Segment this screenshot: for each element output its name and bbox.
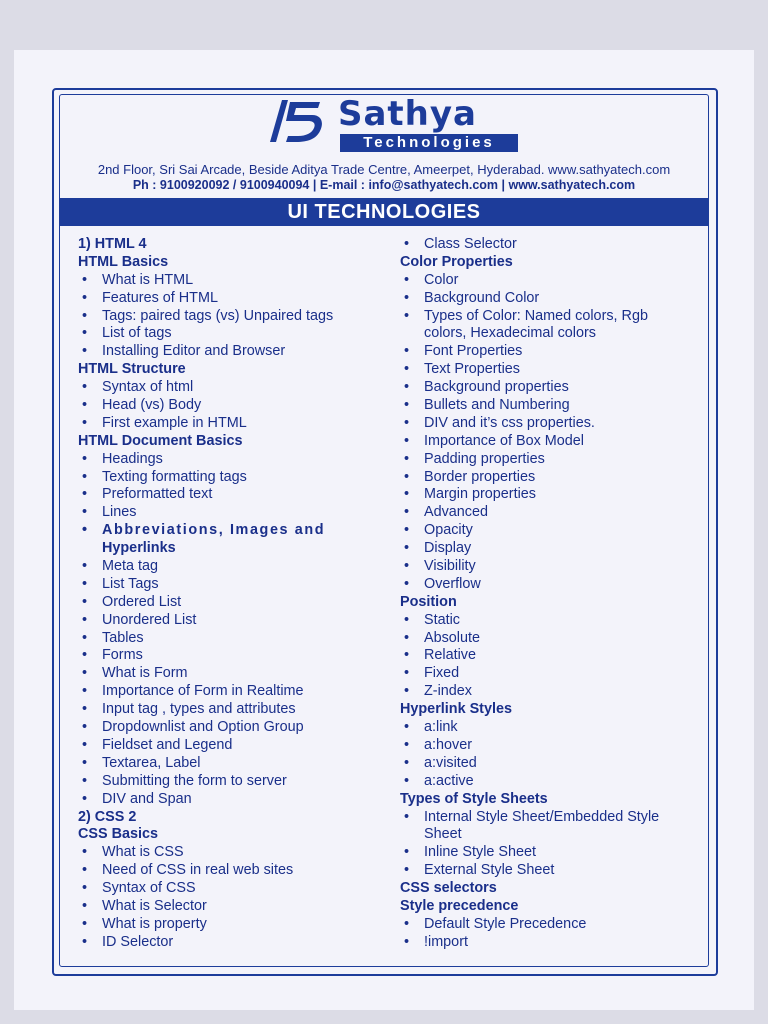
section-heading	[78, 433, 368, 451]
list-item	[78, 522, 368, 540]
section-heading-text: HTML Structure	[78, 361, 186, 378]
list-item	[400, 755, 690, 773]
bullet-icon: •	[404, 450, 410, 467]
bullet-icon: •	[404, 504, 410, 521]
list-item	[78, 469, 368, 487]
bullet-icon: •	[404, 236, 410, 252]
list-item-text: Advanced	[424, 504, 489, 521]
list-item	[78, 898, 368, 916]
list-item-text: Opacity	[424, 522, 473, 539]
list-item-text: What is HTML	[102, 271, 194, 288]
list-item-text: Internal Style Sheet/Embedded Style	[424, 808, 660, 825]
list-item	[400, 540, 690, 558]
section-heading	[78, 826, 368, 844]
list-item-text: Color	[424, 271, 459, 288]
section-heading	[78, 254, 368, 272]
list-item-text: Headings	[102, 450, 163, 467]
bullet-icon: •	[82, 683, 88, 700]
list-item-text: Syntax of html	[102, 379, 194, 396]
section-heading	[400, 898, 690, 916]
list-item-continuation	[400, 325, 690, 343]
title-banner	[60, 198, 708, 226]
list-item-text: ID Selector	[102, 933, 174, 950]
bullet-icon: •	[404, 933, 410, 950]
list-item	[78, 755, 368, 773]
list-item	[78, 343, 368, 361]
list-item	[78, 486, 368, 504]
bullet-icon: •	[82, 593, 88, 610]
bullet-icon: •	[82, 629, 88, 646]
list-item	[78, 844, 368, 862]
bullet-icon: •	[82, 933, 88, 950]
list-item-text: List Tags	[102, 575, 159, 592]
bullet-icon: •	[82, 558, 88, 575]
list-item	[78, 379, 368, 397]
list-item	[400, 647, 690, 665]
list-item	[78, 791, 368, 809]
list-item-text: Hyperlinks	[102, 540, 176, 557]
list-item	[78, 773, 368, 791]
section-heading	[400, 880, 690, 898]
list-item-text: Abbreviations, Images and	[102, 522, 326, 539]
list-item	[400, 397, 690, 415]
section-heading	[78, 809, 368, 827]
bullet-icon: •	[82, 397, 88, 414]
bullet-icon: •	[404, 629, 410, 646]
bullet-icon: •	[82, 862, 88, 879]
list-item	[400, 308, 690, 326]
list-item	[400, 844, 690, 862]
list-item-text: Inline Style Sheet	[424, 844, 536, 861]
list-item-text: a:active	[424, 772, 474, 789]
list-item	[78, 630, 368, 648]
bullet-icon: •	[82, 736, 88, 753]
bullet-icon: •	[404, 468, 410, 485]
list-item-text: Tags: paired tags (vs) Unpaired tags	[102, 307, 334, 324]
list-item-text: Background properties	[424, 379, 569, 396]
bullet-icon: •	[82, 772, 88, 789]
list-item-text: Border properties	[424, 468, 536, 485]
bullet-icon: •	[82, 665, 88, 682]
list-item-text: Input tag , types and attributes	[102, 701, 296, 718]
list-item-continuation	[78, 540, 368, 558]
bullet-icon: •	[404, 414, 410, 431]
list-item	[78, 576, 368, 594]
list-item-text: a:link	[424, 719, 458, 736]
bullet-icon: •	[404, 397, 410, 414]
section-heading	[400, 791, 690, 809]
section-heading	[78, 361, 368, 379]
section-heading	[400, 594, 690, 612]
list-item-text: Head (vs) Body	[102, 397, 202, 414]
list-item	[78, 862, 368, 880]
list-item-text: First example in HTML	[102, 414, 247, 431]
list-item-text: Static	[424, 611, 460, 628]
list-item-text: Meta tag	[102, 558, 158, 575]
list-item-text: What is CSS	[102, 844, 184, 861]
list-item	[400, 934, 690, 952]
bullet-icon: •	[404, 683, 410, 700]
bullet-icon: •	[404, 289, 410, 306]
list-item-text: What is Selector	[102, 897, 207, 914]
bullet-icon: •	[82, 414, 88, 431]
bullet-icon: •	[82, 379, 88, 396]
list-item-text: DIV and Span	[102, 790, 192, 807]
list-item	[400, 236, 690, 254]
section-heading-text: Color Properties	[400, 253, 513, 270]
list-item-text: !import	[424, 933, 468, 950]
bullet-icon: •	[404, 647, 410, 664]
list-item-text: Need of CSS in real web sites	[102, 862, 294, 879]
list-item	[78, 701, 368, 719]
bullet-icon: •	[404, 343, 410, 360]
list-item-text: What is property	[102, 915, 207, 932]
section-heading-text: 2) CSS 2	[78, 808, 137, 825]
bullet-icon: •	[404, 772, 410, 789]
list-item-text: Default Style Precedence	[424, 915, 587, 932]
list-item	[400, 451, 690, 469]
bullet-icon: •	[82, 504, 88, 521]
left-column	[78, 236, 368, 952]
bullet-icon: •	[404, 540, 410, 557]
list-item-text: Importance of Box Model	[424, 432, 584, 449]
list-item	[78, 719, 368, 737]
brand-name: Sathya	[338, 94, 477, 134]
list-item	[78, 737, 368, 755]
bullet-icon: •	[82, 611, 88, 628]
list-item	[78, 880, 368, 898]
right-column	[400, 236, 690, 952]
bullet-icon: •	[404, 754, 410, 771]
list-item-text: Padding properties	[424, 450, 545, 467]
list-item-text: Preformatted text	[102, 486, 213, 503]
list-item-text: a:hover	[424, 736, 472, 753]
list-item-text: a:visited	[424, 754, 477, 771]
section-heading-text: Hyperlink Styles	[400, 701, 512, 718]
list-item-text: Types of Color: Named colors, Rgb	[424, 307, 648, 324]
bullet-icon: •	[404, 307, 410, 324]
list-item-text: List of tags	[102, 325, 172, 342]
list-item	[400, 916, 690, 934]
list-item	[400, 683, 690, 701]
list-item	[78, 934, 368, 952]
list-item	[78, 665, 368, 683]
list-item	[400, 469, 690, 487]
bullet-icon: •	[404, 808, 410, 825]
list-item-text: Textarea, Label	[102, 754, 201, 771]
list-item	[400, 862, 690, 880]
bullet-icon: •	[82, 790, 88, 807]
bullet-icon: •	[82, 468, 88, 485]
list-item	[400, 630, 690, 648]
bullet-icon: •	[82, 271, 88, 288]
list-item-text: Syntax of CSS	[102, 880, 196, 897]
list-item-text: Lines	[102, 504, 137, 521]
bullet-icon: •	[82, 701, 88, 718]
bullet-icon: •	[404, 575, 410, 592]
list-item	[78, 397, 368, 415]
list-item	[78, 325, 368, 343]
list-item-text: Features of HTML	[102, 289, 218, 306]
list-item	[400, 737, 690, 755]
bullet-icon: •	[82, 719, 88, 736]
list-item-text: colors, Hexadecimal colors	[424, 325, 596, 342]
bullet-icon: •	[82, 897, 88, 914]
list-item-text: Background Color	[424, 289, 540, 306]
list-item-text: Absolute	[424, 629, 481, 646]
section-heading-text: Position	[400, 593, 457, 610]
section-heading-text: HTML Basics	[78, 253, 169, 270]
section-heading-text: CSS selectors	[400, 880, 497, 897]
bullet-icon: •	[404, 736, 410, 753]
list-item	[400, 361, 690, 379]
list-item-text: Relative	[424, 647, 476, 664]
address-line: 2nd Floor, Sri Sai Arcade, Beside Aditya Trade Centre, Ameerpet, Hyderabad. www.sathyatech.com	[97, 162, 671, 177]
bullet-icon: •	[404, 271, 410, 288]
list-item-text: Texting formatting tags	[102, 468, 247, 485]
list-item	[78, 683, 368, 701]
list-item	[400, 612, 690, 630]
section-heading	[400, 254, 690, 272]
bullet-icon: •	[404, 486, 410, 503]
list-item	[400, 433, 690, 451]
section-heading-text: HTML Document Basics	[78, 432, 243, 449]
bullet-icon: •	[404, 719, 410, 736]
list-item-text: Tables	[102, 629, 144, 646]
bullet-icon: •	[404, 432, 410, 449]
bullet-icon: •	[404, 611, 410, 628]
bullet-icon: •	[82, 880, 88, 897]
section-heading-text: 1) HTML 4	[78, 236, 147, 252]
list-item	[400, 415, 690, 433]
list-item-text: Forms	[102, 647, 143, 664]
list-item-text: Unordered List	[102, 611, 197, 628]
list-item-text: Importance of Form in Realtime	[102, 683, 304, 700]
bullet-icon: •	[82, 647, 88, 664]
list-item	[400, 576, 690, 594]
list-item-text: Font Properties	[424, 343, 523, 360]
list-item-text: Submitting the form to server	[102, 772, 287, 789]
bullet-icon: •	[82, 915, 88, 932]
list-item	[78, 504, 368, 522]
list-item-text: Bullets and Numbering	[424, 397, 570, 414]
list-item	[78, 647, 368, 665]
list-item	[400, 773, 690, 791]
bullet-icon: •	[404, 522, 410, 539]
bullet-icon: •	[404, 665, 410, 682]
bullet-icon: •	[404, 862, 410, 879]
list-item-continuation	[400, 826, 690, 844]
list-item-text: Margin properties	[424, 486, 536, 503]
list-item-text: Display	[424, 540, 472, 557]
list-item	[400, 272, 690, 290]
list-item	[400, 379, 690, 397]
list-item	[400, 522, 690, 540]
list-item	[78, 916, 368, 934]
list-item	[400, 343, 690, 361]
list-item-text: Ordered List	[102, 593, 182, 610]
bullet-icon: •	[82, 289, 88, 306]
list-item-text: Installing Editor and Browser	[102, 343, 286, 360]
list-item	[78, 415, 368, 433]
list-item-text: Visibility	[424, 558, 476, 575]
bullet-icon: •	[404, 558, 410, 575]
bullet-icon: •	[82, 522, 89, 539]
list-item-text: Text Properties	[424, 361, 520, 378]
bullet-icon: •	[404, 844, 410, 861]
company-logo-icon	[268, 98, 328, 144]
list-item-text: External Style Sheet	[424, 862, 555, 879]
bullet-icon: •	[82, 307, 88, 324]
list-item-text: DIV and it’s css properties.	[424, 414, 595, 431]
bullet-icon: •	[404, 379, 410, 396]
list-item	[400, 558, 690, 576]
list-item-text: Fieldset and Legend	[102, 736, 233, 753]
bullet-icon: •	[82, 325, 88, 342]
section-heading	[400, 701, 690, 719]
list-item-text: Dropdownlist and Option Group	[102, 719, 304, 736]
list-item	[78, 594, 368, 612]
list-item	[78, 290, 368, 308]
list-item-text: Z-index	[424, 683, 472, 700]
list-item	[78, 272, 368, 290]
brand-subtitle: Technologies	[340, 134, 518, 152]
page-title: UI TECHNOLOGIES	[287, 201, 481, 223]
list-item	[400, 719, 690, 737]
bullet-icon: •	[82, 754, 88, 771]
list-item	[400, 504, 690, 522]
list-item-text: Sheet	[424, 826, 462, 843]
bullet-icon: •	[404, 361, 410, 378]
list-item	[78, 308, 368, 326]
list-item-text: What is Form	[102, 665, 188, 682]
section-heading	[78, 236, 368, 254]
list-item	[400, 665, 690, 683]
list-item	[78, 451, 368, 469]
section-heading-text: Style precedence	[400, 897, 519, 914]
list-item	[400, 486, 690, 504]
bullet-icon: •	[404, 915, 410, 932]
bullet-icon: •	[82, 486, 88, 503]
list-item	[78, 612, 368, 630]
bullet-icon: •	[82, 450, 88, 467]
list-item-text: Fixed	[424, 665, 460, 682]
list-item	[78, 558, 368, 576]
bullet-icon: •	[82, 844, 88, 861]
list-item	[400, 809, 690, 827]
contact-line: Ph : 9100920092 / 9100940094 | E-mail : info@sathyatech.com | www.sathyatech.com	[132, 178, 636, 192]
section-heading-text: CSS Basics	[78, 826, 158, 843]
bullet-icon: •	[82, 343, 88, 360]
bullet-icon: •	[82, 575, 88, 592]
list-item-text: Class Selector	[424, 236, 517, 252]
list-item	[400, 290, 690, 308]
list-item-text: Overflow	[424, 575, 481, 592]
section-heading-text: Types of Style Sheets	[400, 790, 548, 807]
